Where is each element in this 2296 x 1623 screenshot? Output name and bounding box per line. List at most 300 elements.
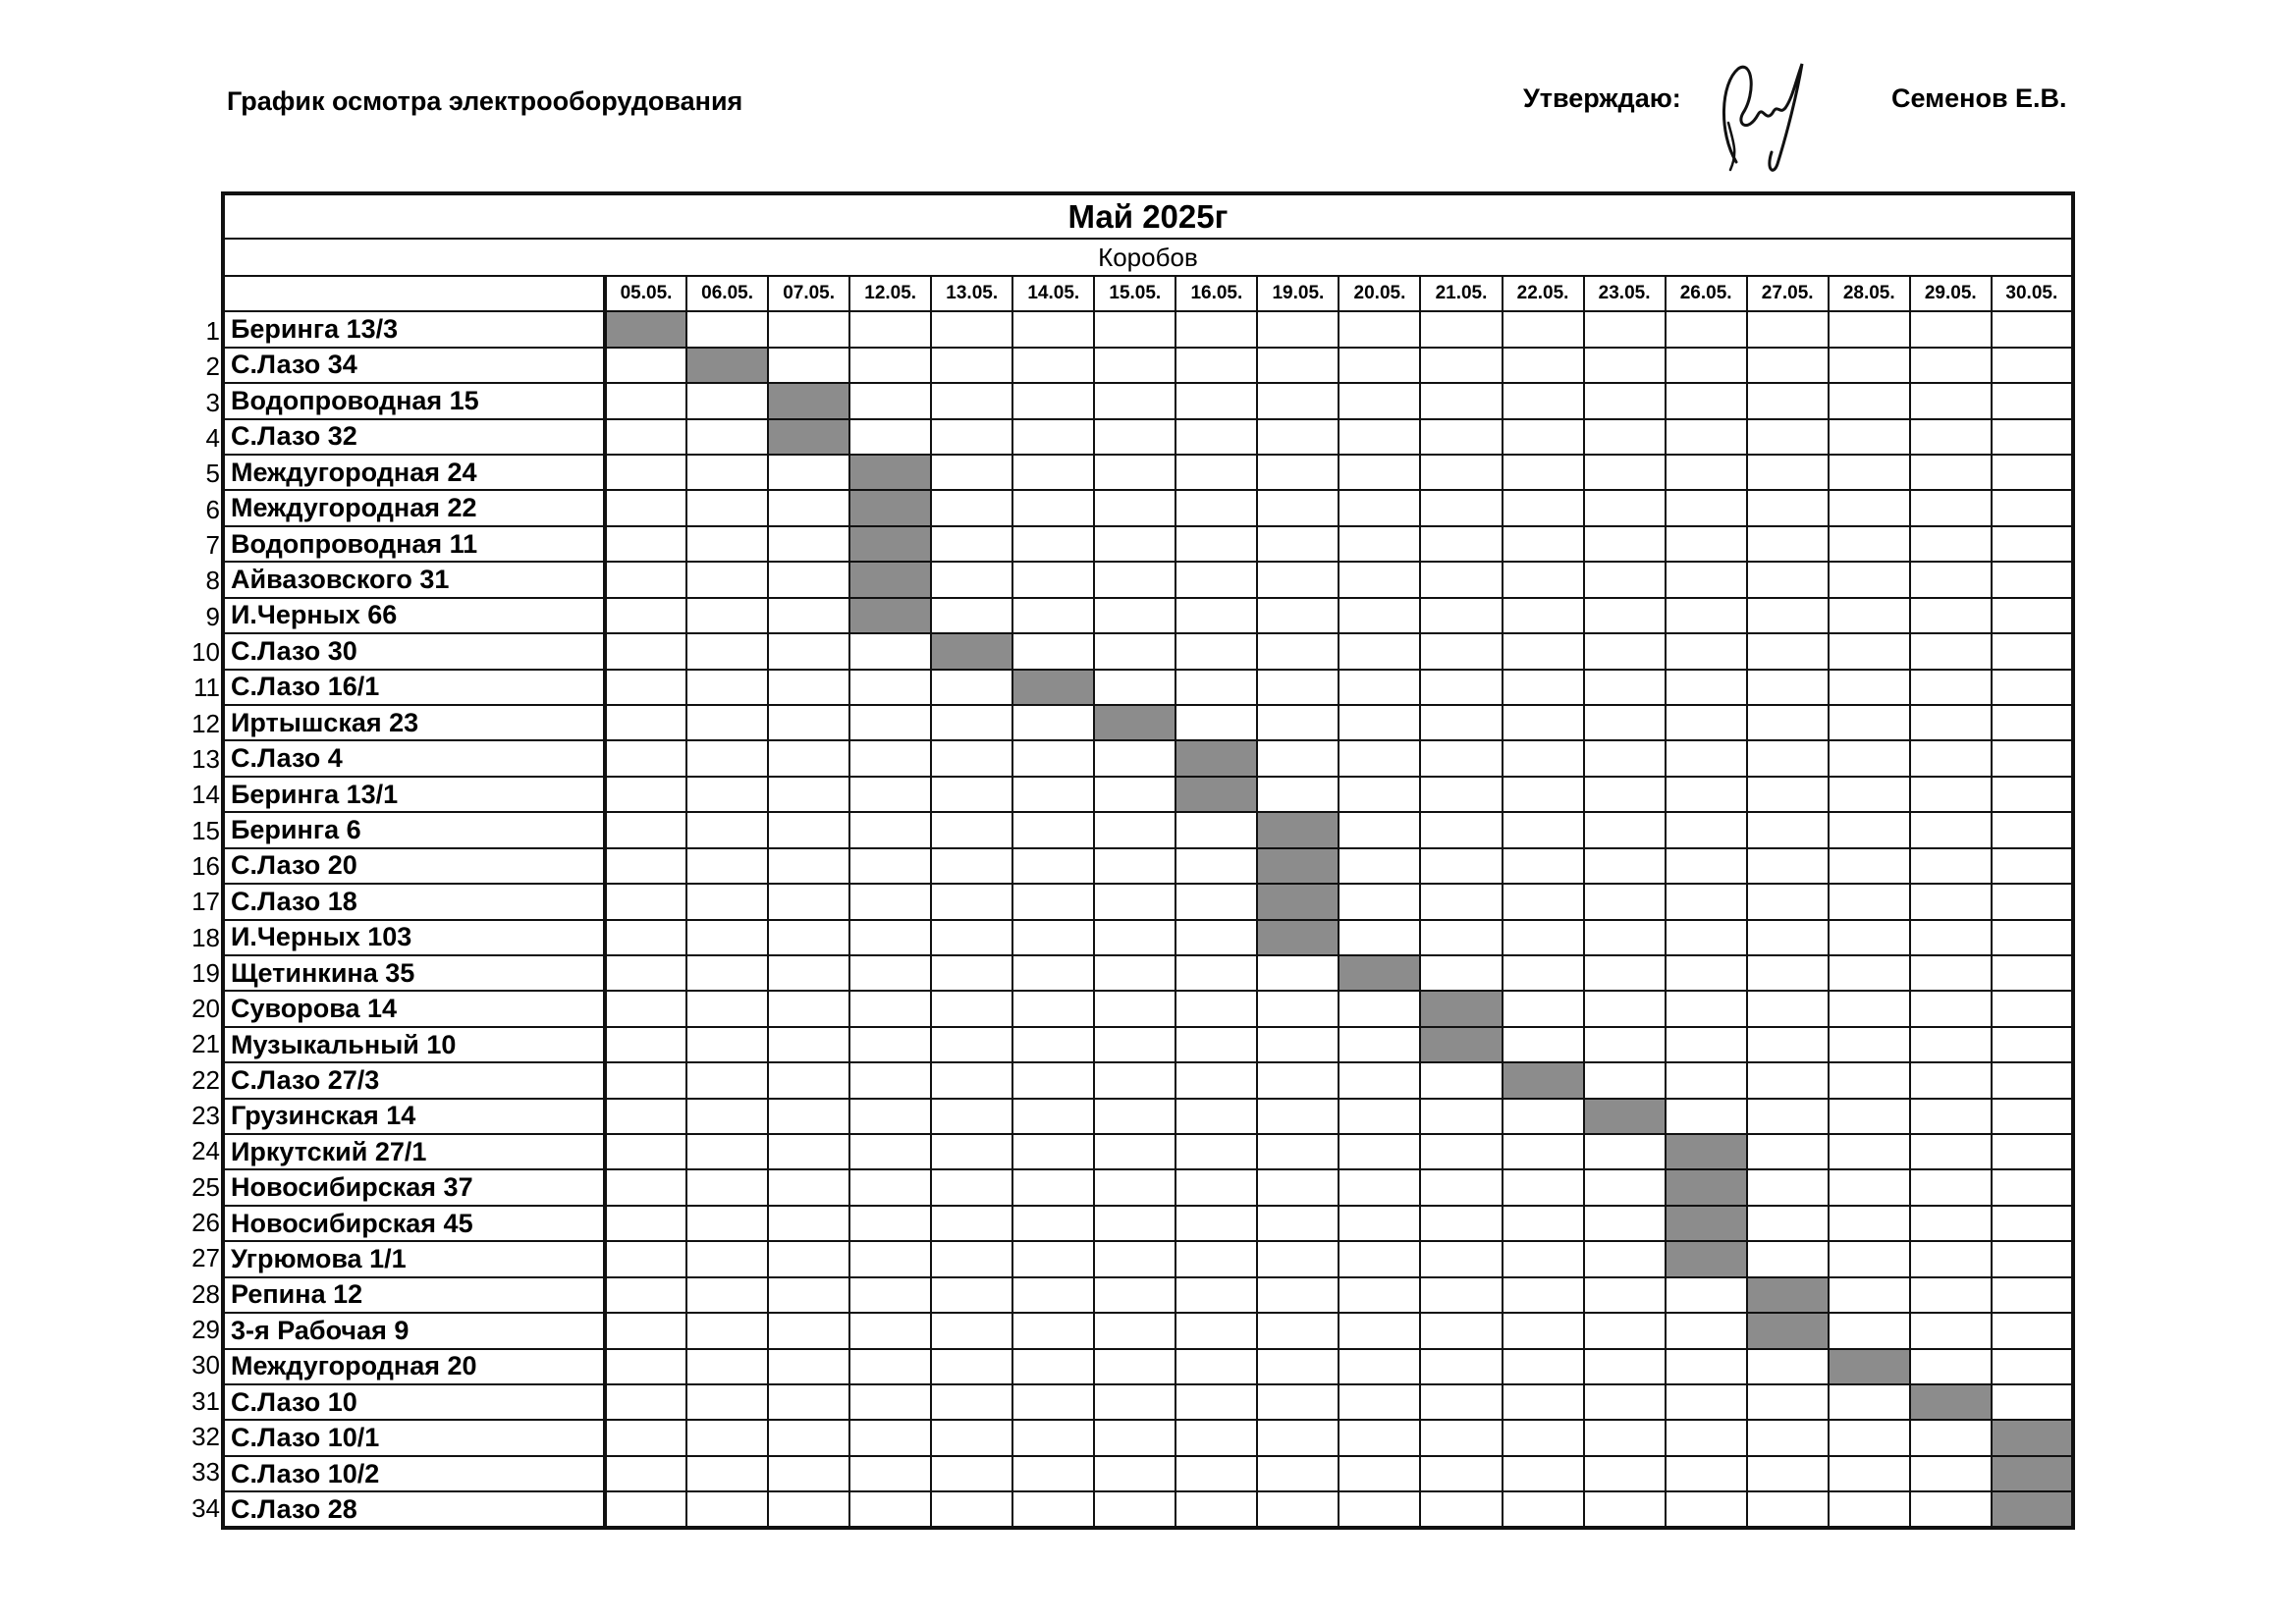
schedule-cell bbox=[931, 562, 1012, 597]
row-number: 6 bbox=[205, 494, 220, 524]
schedule-cell bbox=[1747, 1027, 1829, 1062]
schedule-cell bbox=[1747, 311, 1829, 347]
schedule-cell bbox=[1012, 383, 1094, 418]
schedule-cell bbox=[849, 633, 931, 669]
schedule-cell bbox=[1829, 1420, 1910, 1455]
schedule-cell bbox=[1829, 526, 1910, 562]
date-header-cell: 05.05. bbox=[605, 276, 686, 311]
schedule-cell bbox=[931, 1062, 1012, 1098]
schedule-cell bbox=[1666, 348, 1747, 383]
schedule-cell bbox=[1992, 812, 2073, 847]
address-cell: Репина 12 bbox=[223, 1277, 605, 1313]
table-row bbox=[223, 1241, 2073, 1276]
schedule-cell bbox=[931, 1241, 1012, 1276]
row-number: 9 bbox=[205, 601, 220, 631]
schedule-cell bbox=[1584, 490, 1666, 525]
table-row bbox=[223, 777, 2073, 812]
schedule-cell bbox=[1829, 1062, 1910, 1098]
schedule-cell bbox=[686, 1420, 768, 1455]
address-cell: Междугородная 22 bbox=[223, 490, 605, 525]
schedule-cell bbox=[1012, 884, 1094, 919]
schedule-cell bbox=[1829, 455, 1910, 490]
schedule-cell bbox=[1175, 1169, 1257, 1205]
schedule-cell bbox=[1910, 311, 1992, 347]
schedule-cell bbox=[1420, 598, 1502, 633]
schedule-cell bbox=[1747, 1134, 1829, 1169]
schedule-cell bbox=[1584, 1313, 1666, 1348]
schedule-cell bbox=[768, 1420, 849, 1455]
schedule-cell bbox=[1420, 1349, 1502, 1384]
schedule-cell bbox=[1094, 1491, 1175, 1528]
address-cell: Междугородная 24 bbox=[223, 455, 605, 490]
schedule-cell bbox=[1420, 455, 1502, 490]
schedule-cell bbox=[1175, 848, 1257, 884]
schedule-cell bbox=[1094, 955, 1175, 991]
schedule-cell bbox=[1666, 777, 1747, 812]
date-header-cell: 12.05. bbox=[849, 276, 931, 311]
schedule-cell bbox=[931, 1456, 1012, 1491]
schedule-cell bbox=[686, 1384, 768, 1420]
schedule-cell bbox=[686, 1349, 768, 1384]
schedule-cell bbox=[1910, 383, 1992, 418]
schedule-cell bbox=[1094, 311, 1175, 347]
scheduled-mark bbox=[1747, 1277, 1829, 1313]
date-header-cell: 13.05. bbox=[931, 276, 1012, 311]
schedule-cell bbox=[931, 526, 1012, 562]
schedule-cell bbox=[768, 1206, 849, 1241]
row-number: 8 bbox=[205, 566, 220, 596]
schedule-cell bbox=[1503, 383, 1584, 418]
schedule-cell bbox=[1175, 1277, 1257, 1313]
schedule-cell bbox=[1175, 1384, 1257, 1420]
table-row bbox=[223, 633, 2073, 669]
schedule-cell bbox=[1992, 1384, 2073, 1420]
scheduled-mark bbox=[1012, 670, 1094, 705]
dates-header-row bbox=[223, 276, 2073, 311]
schedule-cell bbox=[1012, 419, 1094, 455]
address-cell: С.Лазо 10/1 bbox=[223, 1420, 605, 1455]
schedule-cell bbox=[1094, 1313, 1175, 1348]
schedule-cell bbox=[1992, 1169, 2073, 1205]
schedule-cell bbox=[1094, 383, 1175, 418]
schedule-cell bbox=[768, 348, 849, 383]
schedule-cell bbox=[1175, 920, 1257, 955]
schedule-cell bbox=[1992, 1027, 2073, 1062]
schedule-cell bbox=[1094, 1169, 1175, 1205]
schedule-cell bbox=[1584, 848, 1666, 884]
schedule-cell bbox=[1829, 419, 1910, 455]
scheduled-mark bbox=[1503, 1062, 1584, 1098]
schedule-cell bbox=[1012, 1062, 1094, 1098]
schedule-cell bbox=[1503, 1313, 1584, 1348]
scheduled-mark bbox=[1666, 1241, 1747, 1276]
schedule-cell bbox=[849, 1420, 931, 1455]
schedule-cell bbox=[1584, 740, 1666, 776]
schedule-cell bbox=[605, 812, 686, 847]
schedule-cell bbox=[1094, 740, 1175, 776]
date-header-cell: 06.05. bbox=[686, 276, 768, 311]
schedule-cell bbox=[1257, 1169, 1339, 1205]
schedule-cell bbox=[1257, 740, 1339, 776]
schedule-cell bbox=[1829, 1134, 1910, 1169]
schedule-cell bbox=[1910, 740, 1992, 776]
schedule-cell bbox=[931, 1420, 1012, 1455]
schedule-cell bbox=[849, 1384, 931, 1420]
schedule-cell bbox=[1666, 419, 1747, 455]
schedule-cell bbox=[1666, 848, 1747, 884]
schedule-cell bbox=[768, 1277, 849, 1313]
address-cell: С.Лазо 18 bbox=[223, 884, 605, 919]
address-cell: И.Черных 103 bbox=[223, 920, 605, 955]
table-row bbox=[223, 1099, 2073, 1134]
inspection-schedule-table bbox=[221, 191, 2075, 1530]
schedule-cell bbox=[1257, 1027, 1339, 1062]
schedule-cell bbox=[931, 955, 1012, 991]
schedule-cell bbox=[1094, 1456, 1175, 1491]
schedule-cell bbox=[1094, 348, 1175, 383]
schedule-cell bbox=[1339, 670, 1420, 705]
schedule-cell bbox=[1257, 777, 1339, 812]
schedule-cell bbox=[1666, 598, 1747, 633]
schedule-cell bbox=[1339, 1491, 1420, 1528]
schedule-cell bbox=[1992, 1134, 2073, 1169]
scheduled-mark bbox=[849, 562, 931, 597]
scheduled-mark bbox=[1257, 884, 1339, 919]
schedule-cell bbox=[605, 1099, 686, 1134]
schedule-cell bbox=[1503, 1349, 1584, 1384]
schedule-cell bbox=[1094, 598, 1175, 633]
table-row bbox=[223, 455, 2073, 490]
schedule-cell bbox=[768, 1062, 849, 1098]
schedule-cell bbox=[1339, 383, 1420, 418]
schedule-cell bbox=[1829, 1099, 1910, 1134]
schedule-cell bbox=[686, 991, 768, 1026]
schedule-cell bbox=[1503, 1277, 1584, 1313]
table-row bbox=[223, 740, 2073, 776]
schedule-cell bbox=[1094, 1062, 1175, 1098]
schedule-cell bbox=[1012, 777, 1094, 812]
table-row bbox=[223, 490, 2073, 525]
scheduled-mark bbox=[1257, 848, 1339, 884]
schedule-cell bbox=[605, 383, 686, 418]
schedule-cell bbox=[1257, 598, 1339, 633]
month-title: Май 2025г bbox=[223, 193, 2073, 239]
schedule-cell bbox=[1910, 1349, 1992, 1384]
schedule-cell bbox=[1257, 311, 1339, 347]
schedule-cell bbox=[1420, 777, 1502, 812]
schedule-cell bbox=[605, 1456, 686, 1491]
schedule-cell bbox=[1992, 383, 2073, 418]
row-number: 24 bbox=[191, 1136, 220, 1166]
schedule-cell bbox=[1747, 777, 1829, 812]
schedule-cell bbox=[1175, 1062, 1257, 1098]
schedule-cell bbox=[1584, 920, 1666, 955]
table-row bbox=[223, 991, 2073, 1026]
schedule-cell bbox=[686, 383, 768, 418]
schedule-cell bbox=[849, 848, 931, 884]
schedule-cell bbox=[1094, 812, 1175, 847]
schedule-cell bbox=[1094, 920, 1175, 955]
schedule-cell bbox=[605, 1277, 686, 1313]
schedule-cell bbox=[1747, 1420, 1829, 1455]
schedule-cell bbox=[1257, 383, 1339, 418]
schedule-cell bbox=[1257, 419, 1339, 455]
schedule-cell bbox=[1420, 1277, 1502, 1313]
schedule-cell bbox=[1992, 991, 2073, 1026]
schedule-cell bbox=[1339, 740, 1420, 776]
schedule-cell bbox=[768, 1134, 849, 1169]
schedule-cell bbox=[1175, 1241, 1257, 1276]
scheduled-mark bbox=[1175, 740, 1257, 776]
scheduled-mark bbox=[1257, 920, 1339, 955]
schedule-cell bbox=[931, 848, 1012, 884]
schedule-cell bbox=[1012, 1384, 1094, 1420]
schedule-cell bbox=[1503, 812, 1584, 847]
address-header-cell bbox=[223, 276, 605, 311]
schedule-cell bbox=[1420, 562, 1502, 597]
schedule-cell bbox=[1584, 884, 1666, 919]
schedule-cell bbox=[605, 598, 686, 633]
schedule-cell bbox=[1503, 311, 1584, 347]
row-number: 4 bbox=[205, 422, 220, 453]
schedule-cell bbox=[849, 812, 931, 847]
schedule-cell bbox=[605, 526, 686, 562]
schedule-cell bbox=[1747, 670, 1829, 705]
schedule-cell bbox=[931, 1134, 1012, 1169]
schedule-cell bbox=[1257, 1062, 1339, 1098]
schedule-cell bbox=[1992, 348, 2073, 383]
schedule-cell bbox=[1992, 1099, 2073, 1134]
schedule-cell bbox=[1503, 955, 1584, 991]
schedule-cell bbox=[931, 777, 1012, 812]
schedule-cell bbox=[1910, 1099, 1992, 1134]
schedule-cell bbox=[686, 955, 768, 991]
scheduled-mark bbox=[1910, 1384, 1992, 1420]
schedule-cell bbox=[931, 383, 1012, 418]
schedule-cell bbox=[1503, 490, 1584, 525]
schedule-cell bbox=[1992, 777, 2073, 812]
schedule-cell bbox=[1257, 1349, 1339, 1384]
schedule-cell bbox=[1094, 1099, 1175, 1134]
schedule-cell bbox=[1829, 991, 1910, 1026]
schedule-cell bbox=[1992, 1206, 2073, 1241]
schedule-cell bbox=[1175, 526, 1257, 562]
schedule-cell bbox=[686, 1241, 768, 1276]
address-cell: Музыкальный 10 bbox=[223, 1027, 605, 1062]
schedule-cell bbox=[1584, 526, 1666, 562]
inspector-name: Коробов bbox=[223, 239, 2073, 276]
schedule-cell bbox=[931, 920, 1012, 955]
schedule-cell bbox=[1747, 884, 1829, 919]
address-cell: Угрюмова 1/1 bbox=[223, 1241, 605, 1276]
address-cell: С.Лазо 10 bbox=[223, 1384, 605, 1420]
schedule-cell bbox=[1339, 777, 1420, 812]
schedule-cell bbox=[768, 490, 849, 525]
schedule-cell bbox=[1339, 1277, 1420, 1313]
schedule-cell bbox=[849, 1456, 931, 1491]
schedule-cell bbox=[686, 740, 768, 776]
schedule-cell bbox=[1012, 740, 1094, 776]
schedule-cell bbox=[1420, 526, 1502, 562]
schedule-cell bbox=[1257, 1241, 1339, 1276]
schedule-cell bbox=[1992, 1062, 2073, 1098]
schedule-cell bbox=[686, 598, 768, 633]
schedule-cell bbox=[1175, 455, 1257, 490]
table-row bbox=[223, 419, 2073, 455]
schedule-cell bbox=[1339, 1384, 1420, 1420]
row-number: 17 bbox=[191, 887, 220, 917]
schedule-cell bbox=[1910, 562, 1992, 597]
schedule-cell bbox=[1094, 1206, 1175, 1241]
schedule-cell bbox=[931, 991, 1012, 1026]
schedule-cell bbox=[605, 1062, 686, 1098]
schedule-cell bbox=[1175, 1134, 1257, 1169]
schedule-cell bbox=[1503, 1491, 1584, 1528]
schedule-cell bbox=[1666, 1027, 1747, 1062]
schedule-cell bbox=[1420, 1134, 1502, 1169]
schedule-cell bbox=[1503, 1456, 1584, 1491]
schedule-cell bbox=[1910, 455, 1992, 490]
schedule-cell bbox=[1584, 633, 1666, 669]
row-number: 22 bbox=[191, 1064, 220, 1095]
schedule-cell bbox=[1257, 1420, 1339, 1455]
schedule-cell bbox=[605, 1027, 686, 1062]
address-cell: С.Лазо 10/2 bbox=[223, 1456, 605, 1491]
scheduled-mark bbox=[1992, 1491, 2073, 1528]
schedule-cell bbox=[1829, 670, 1910, 705]
schedule-cell bbox=[1503, 633, 1584, 669]
schedule-cell bbox=[1175, 991, 1257, 1026]
schedule-cell bbox=[1175, 562, 1257, 597]
schedule-cell bbox=[1747, 526, 1829, 562]
schedule-cell bbox=[1584, 670, 1666, 705]
schedule-cell bbox=[686, 848, 768, 884]
schedule-cell bbox=[768, 1384, 849, 1420]
schedule-cell bbox=[1992, 455, 2073, 490]
schedule-cell bbox=[849, 1241, 931, 1276]
table-row bbox=[223, 311, 2073, 347]
schedule-cell bbox=[768, 812, 849, 847]
schedule-cell bbox=[768, 311, 849, 347]
schedule-cell bbox=[1747, 598, 1829, 633]
schedule-cell bbox=[1012, 1169, 1094, 1205]
schedule-cell bbox=[1420, 1456, 1502, 1491]
scheduled-mark bbox=[931, 633, 1012, 669]
schedule-cell bbox=[1420, 1491, 1502, 1528]
schedule-cell bbox=[931, 1206, 1012, 1241]
address-cell: Иркутский 27/1 bbox=[223, 1134, 605, 1169]
schedule-cell bbox=[1420, 1206, 1502, 1241]
address-cell: Междугородная 20 bbox=[223, 1349, 605, 1384]
schedule-cell bbox=[1339, 1206, 1420, 1241]
schedule-cell bbox=[1992, 598, 2073, 633]
schedule-cell bbox=[1747, 1491, 1829, 1528]
schedule-cell bbox=[1175, 670, 1257, 705]
schedule-cell bbox=[1503, 1134, 1584, 1169]
schedule-cell bbox=[1992, 705, 2073, 740]
scheduled-mark bbox=[1747, 1313, 1829, 1348]
schedule-cell bbox=[849, 348, 931, 383]
schedule-cell bbox=[1257, 670, 1339, 705]
schedule-cell bbox=[1666, 526, 1747, 562]
schedule-cell bbox=[1094, 1349, 1175, 1384]
schedule-cell bbox=[931, 705, 1012, 740]
address-cell: Суворова 14 bbox=[223, 991, 605, 1026]
schedule-cell bbox=[1420, 1241, 1502, 1276]
schedule-cell bbox=[1584, 991, 1666, 1026]
schedule-cell bbox=[1339, 1134, 1420, 1169]
schedule-cell bbox=[768, 920, 849, 955]
address-cell: Айвазовского 31 bbox=[223, 562, 605, 597]
schedule-cell bbox=[1094, 1241, 1175, 1276]
schedule-cell bbox=[1503, 1027, 1584, 1062]
schedule-cell bbox=[605, 991, 686, 1026]
schedule-cell bbox=[849, 1349, 931, 1384]
schedule-cell bbox=[1584, 348, 1666, 383]
schedule-cell bbox=[768, 598, 849, 633]
schedule-cell bbox=[1175, 1027, 1257, 1062]
schedule-cell bbox=[1747, 419, 1829, 455]
schedule-cell bbox=[1012, 991, 1094, 1026]
schedule-cell bbox=[605, 1169, 686, 1205]
date-header-cell: 21.05. bbox=[1420, 276, 1502, 311]
scheduled-mark bbox=[768, 383, 849, 418]
schedule-cell bbox=[1829, 1241, 1910, 1276]
schedule-cell bbox=[686, 1277, 768, 1313]
row-number: 16 bbox=[191, 850, 220, 881]
address-cell: Беринга 6 bbox=[223, 812, 605, 847]
schedule-cell bbox=[1747, 812, 1829, 847]
schedule-cell bbox=[1992, 311, 2073, 347]
schedule-cell bbox=[1910, 955, 1992, 991]
schedule-cell bbox=[1829, 383, 1910, 418]
schedule-cell bbox=[686, 1099, 768, 1134]
schedule-cell bbox=[1584, 1277, 1666, 1313]
address-cell: Новосибирская 45 bbox=[223, 1206, 605, 1241]
address-cell: С.Лазо 30 bbox=[223, 633, 605, 669]
schedule-cell bbox=[1910, 1491, 1992, 1528]
schedule-cell bbox=[1747, 348, 1829, 383]
row-number: 31 bbox=[191, 1385, 220, 1416]
schedule-cell bbox=[1175, 348, 1257, 383]
scheduled-mark bbox=[768, 419, 849, 455]
signature bbox=[1709, 54, 1827, 182]
row-number: 10 bbox=[191, 636, 220, 667]
address-cell: С.Лазо 4 bbox=[223, 740, 605, 776]
schedule-cell bbox=[931, 740, 1012, 776]
schedule-cell bbox=[849, 991, 931, 1026]
schedule-cell bbox=[1584, 1349, 1666, 1384]
schedule-cell bbox=[1420, 633, 1502, 669]
schedule-cell bbox=[1257, 1134, 1339, 1169]
schedule-cell bbox=[1666, 455, 1747, 490]
schedule-cell bbox=[1012, 455, 1094, 490]
schedule-cell bbox=[1910, 348, 1992, 383]
schedule-cell bbox=[1747, 1349, 1829, 1384]
schedule-cell bbox=[1829, 705, 1910, 740]
schedule-cell bbox=[605, 1491, 686, 1528]
schedule-cell bbox=[686, 311, 768, 347]
schedule-cell bbox=[1666, 1456, 1747, 1491]
schedule-cell bbox=[605, 740, 686, 776]
address-cell: С.Лазо 20 bbox=[223, 848, 605, 884]
table-row bbox=[223, 848, 2073, 884]
schedule-cell bbox=[1584, 598, 1666, 633]
table-row bbox=[223, 1384, 2073, 1420]
date-header-cell: 30.05. bbox=[1992, 276, 2073, 311]
schedule-cell bbox=[1175, 490, 1257, 525]
scheduled-mark bbox=[1175, 777, 1257, 812]
